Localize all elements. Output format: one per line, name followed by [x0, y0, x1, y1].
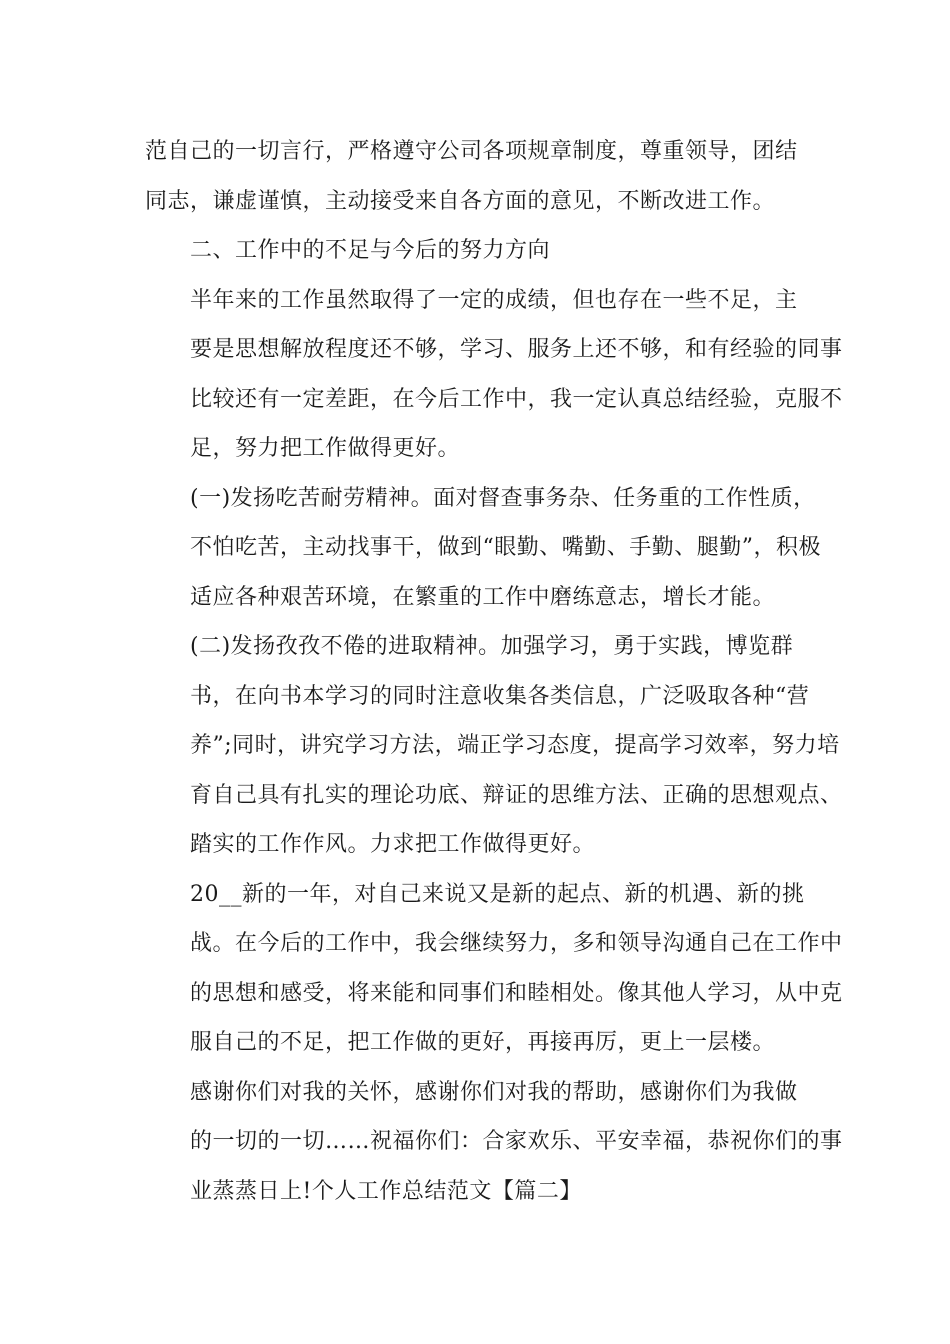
text-line: 范自己的一切言行，严格遵守公司各项规章制度，尊重领导，团结 — [145, 139, 798, 164]
text-line: 战。在今后的工作中，我会继续努力，多和领导沟通自己在工作中 — [190, 931, 843, 956]
text-line: 育自己具有扎实的理论功底、辩证的思维方法、正确的思想观点、 — [190, 782, 843, 808]
text-line: (一)发扬吃苦耐劳精神。面对督查事务杂、任务重的工作性质， — [190, 485, 816, 511]
text-line: 感谢你们对我的关怀，感谢你们对我的帮助，感谢你们为我做 — [190, 1079, 798, 1105]
text-line: 20__新的一年，对自己来说又是新的起点、新的机遇、新的挑 — [190, 881, 805, 907]
text-line: 踏实的工作作风。力求把工作做得更好。 — [190, 832, 596, 857]
paragraph-1 — [145, 127, 825, 226]
text-line: 书，在向书本学习的同时注意收集各类信息，广泛吸取各种“营 — [190, 683, 810, 709]
text-line: 服自己的不足，把工作做的更好，再接再厉，更上一层楼。 — [190, 1030, 776, 1055]
section-heading — [145, 226, 825, 276]
text-line: 足，努力把工作做得更好。 — [190, 436, 461, 461]
text-line: 的思想和感受，将来能和同事们和睦相处。像其他人学习，从中克 — [190, 980, 843, 1006]
text-line: 适应各种艰苦环境，在繁重的工作中磨练意志，增长才能。 — [190, 584, 776, 610]
text-line: 二、工作中的不足与今后的努力方向 — [190, 238, 551, 263]
document-body — [145, 127, 843, 1216]
paragraph-2 — [145, 276, 843, 474]
text-line: 同志，谦虚谨慎，主动接受来自各方面的意见，不断改进工作。 — [145, 188, 776, 214]
text-line: 的一切的一切……祝福你们：合家欢乐、平安幸福，恭祝你们的事 — [190, 1129, 843, 1154]
text-line: 不怕吃苦，主动找事干，做到“眼勤、嘴勤、手勤、腿勤”，积极 — [190, 535, 821, 560]
text-line: (二)发扬孜孜不倦的进取精神。加强学习，勇于实践，博览群 — [190, 634, 794, 659]
text-line: 半年来的工作虽然取得了一定的成绩，但也存在一些不足，主 — [190, 287, 798, 313]
paragraph-6 — [145, 1068, 843, 1217]
text-line: 业蒸蒸日上!个人工作总结范文【篇二】 — [190, 1178, 582, 1204]
text-line: 要是思想解放程度还不够，学习、服务上还不够，和有经验的同事 — [190, 337, 843, 362]
paragraph-5 — [145, 870, 843, 1068]
paragraph-3 — [145, 474, 825, 623]
paragraph-4 — [145, 622, 843, 870]
text-line: 比较还有一定差距，在今后工作中，我一定认真总结经验，克服不 — [190, 386, 843, 412]
text-line: 养”;同时，讲究学习方法，端正学习态度，提高学习效率，努力培 — [190, 733, 840, 758]
